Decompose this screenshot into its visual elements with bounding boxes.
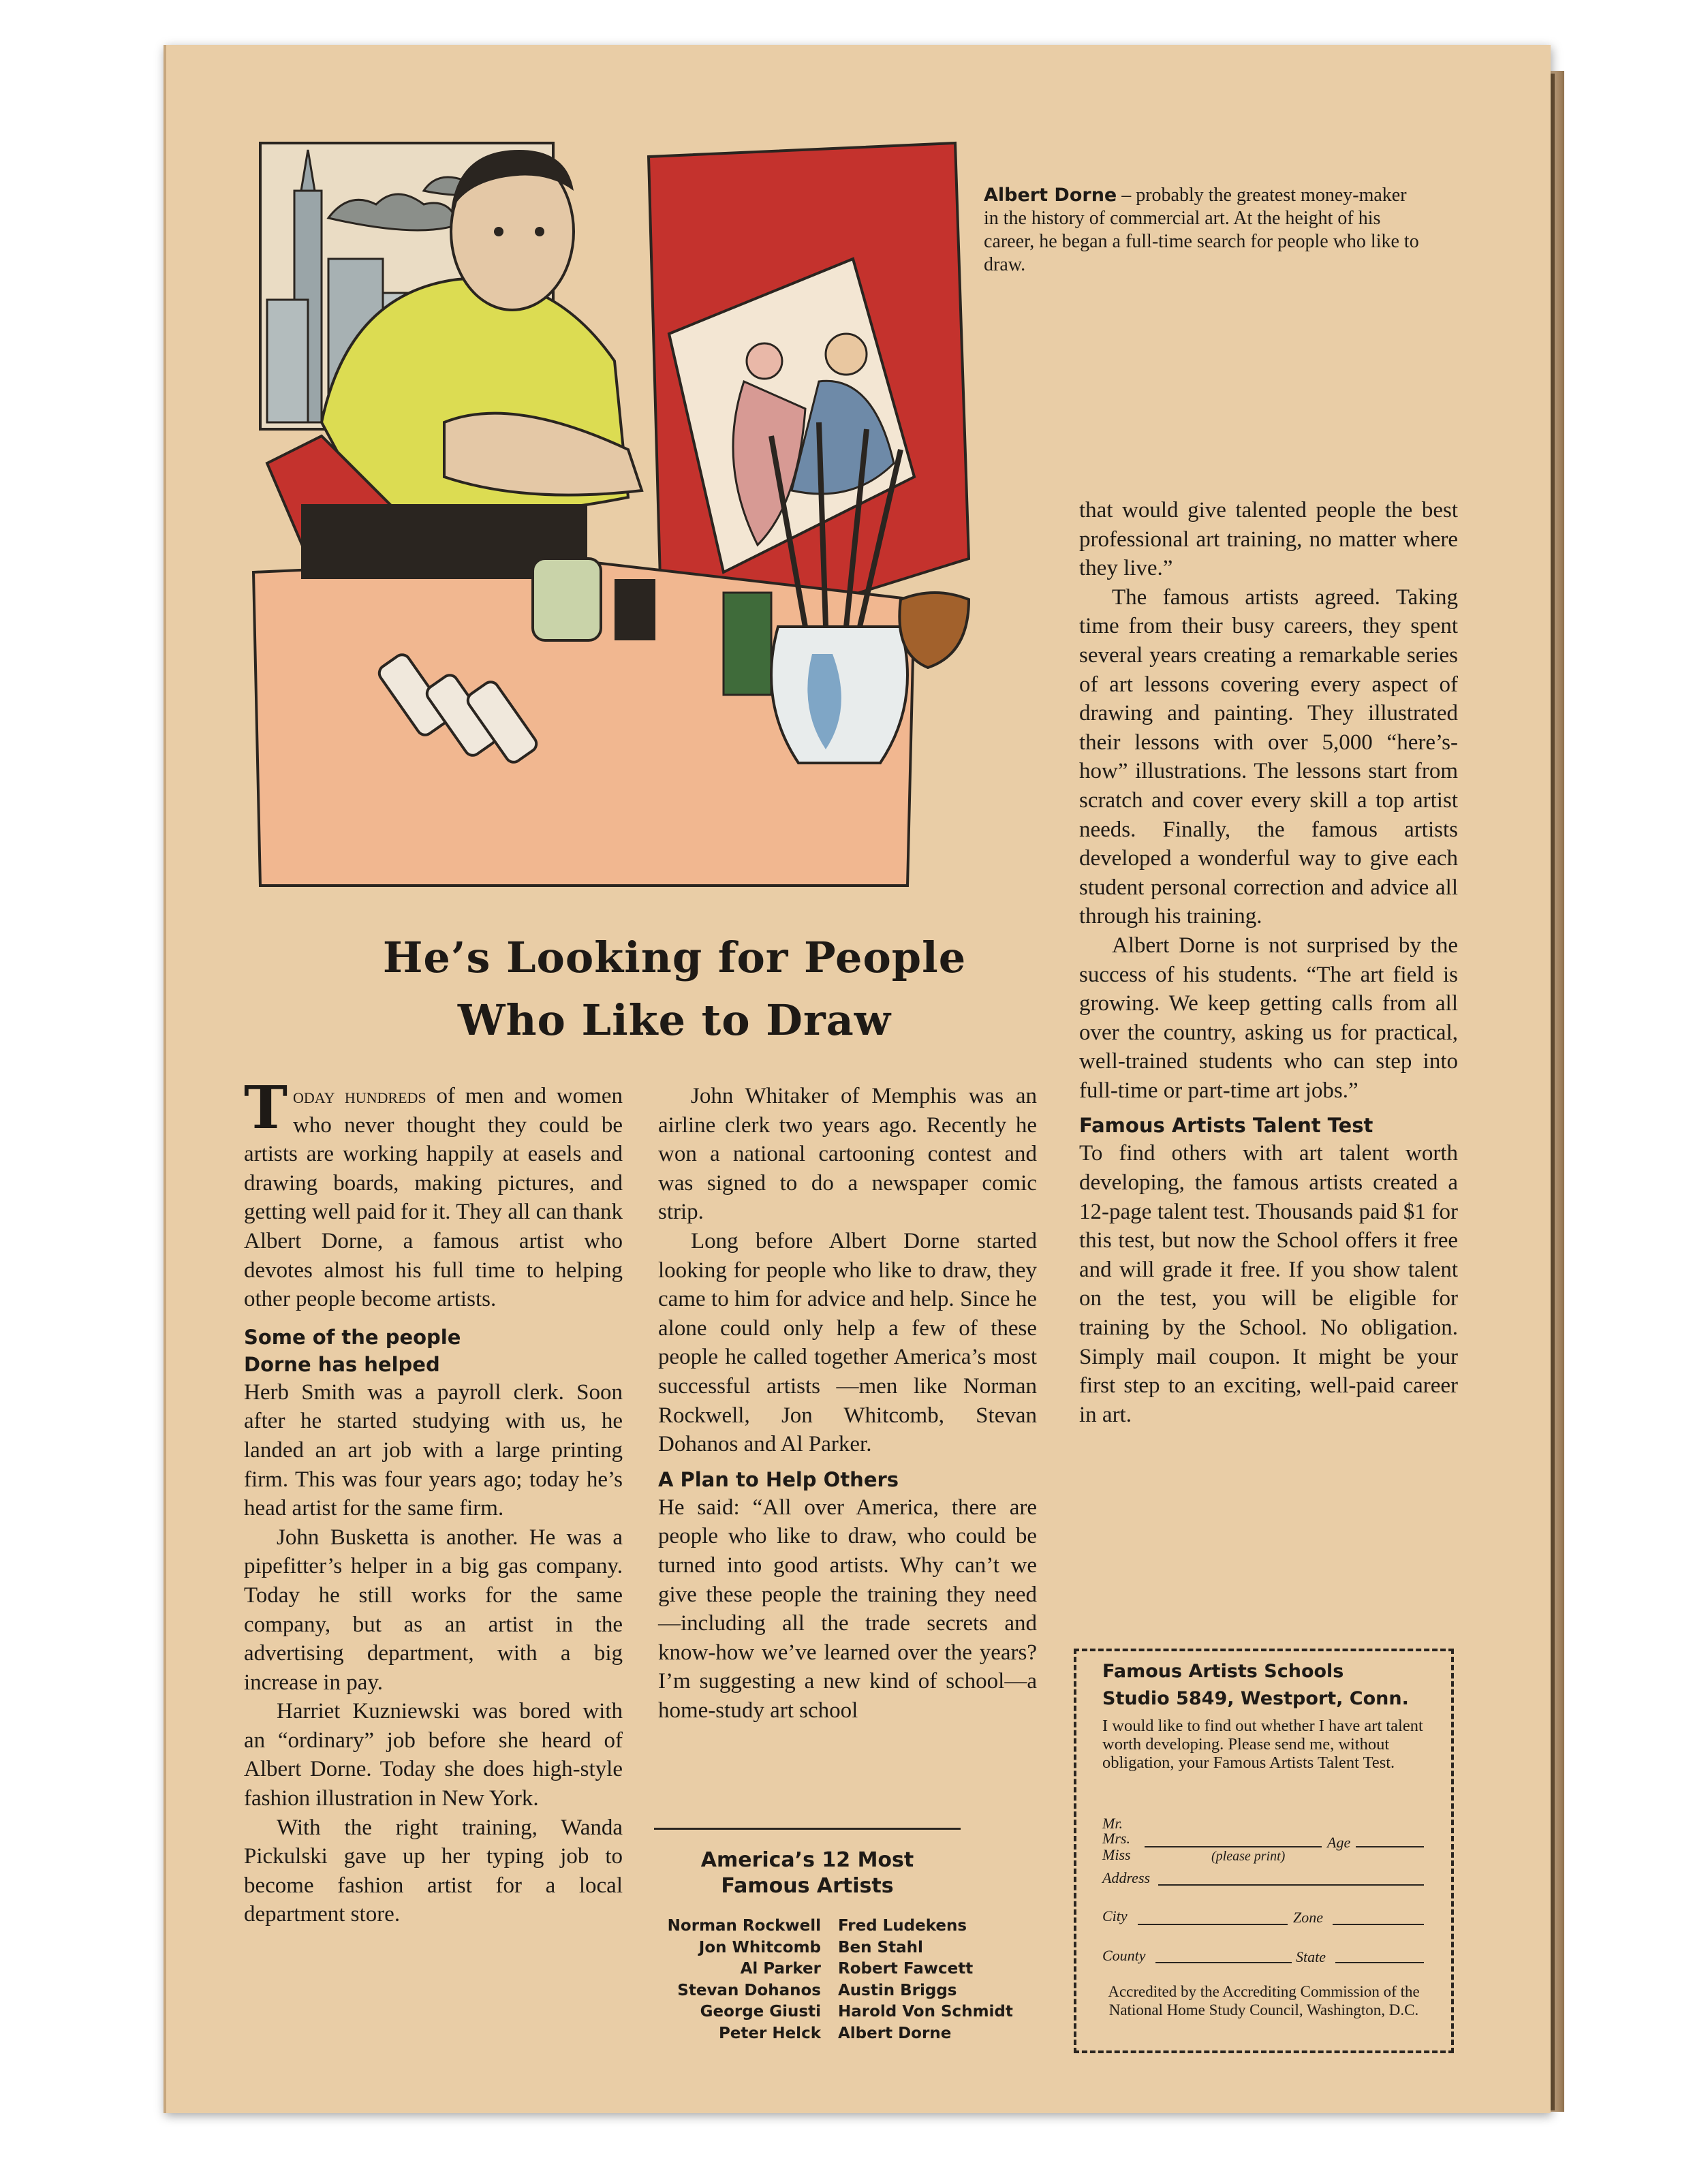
column-3 — [1079, 496, 1458, 1429]
coupon-header — [1102, 1658, 1409, 1713]
ad-headline — [225, 926, 1124, 1052]
artist-name: Austin Briggs — [838, 1981, 957, 1999]
caption-text: – probably the greatest money-maker in the history of commercial art. At the height of his career, he began a full-time search for people who like to draw. — [984, 185, 1419, 275]
city-input-line[interactable] — [1138, 1924, 1288, 1925]
artist-name: Albert Dorne — [838, 2024, 952, 2042]
artist-name: Peter Helck — [718, 2024, 821, 2042]
col1-paragraph-4: Harriet Kuzniewski was bored with an “ordinary” job before she heard of Albert Dorne. Today she does high-style fashion illustration in New York. — [244, 1699, 623, 1811]
field-label-miss: Miss — [1102, 1846, 1131, 1863]
coupon-request-text: I would like to find out whether I have art talent worth developing. Please send me, without obligation, your Famous Artists Talent Test. — [1102, 1717, 1423, 1772]
coupon-school-name: Famous Artists Schools — [1102, 1661, 1344, 1682]
county-input-line[interactable] — [1155, 1962, 1292, 1963]
col1-paragraph-1: of men and women who never thought they could be artists are working happily at easels and drawing boards, making pictures, and getting well paid for it. They all can thank Albert Dorne, a famous artist who devotes almost his full time to helping other people become artists. — [244, 1084, 623, 1312]
famous-artists-title — [654, 1847, 961, 1899]
col2-paragraph-2: Long before Albert Dorne started looking for people who like to draw, they came to him for advice and help. Since he alone could only help a few of these people he called together America’s most successful artists —men like Norman Rockwell, Jon Whitcomb, Stevan Dohanos and Al Parker. — [658, 1228, 1037, 1457]
lead-in: oday hundreds — [293, 1084, 426, 1108]
field-label-age: Age — [1327, 1834, 1351, 1851]
artist-eye — [535, 227, 544, 236]
drawn-figure-head — [747, 343, 782, 379]
column-2 — [658, 1082, 1037, 1725]
subhead-talent-test: Famous Artists Talent Test — [1079, 1114, 1373, 1138]
mail-coupon — [1074, 1649, 1454, 2053]
illustration-caption — [984, 184, 1420, 277]
ink-bottle — [615, 579, 655, 640]
headline-line-2: Who Like to Draw — [457, 995, 892, 1045]
column-1 — [244, 1074, 623, 1929]
subhead-people-helped-1: Some of the people — [244, 1325, 461, 1349]
subhead-people-helped-2: Dorne has helped — [244, 1352, 440, 1376]
drawn-cowboy-head — [826, 334, 867, 375]
artist-name: Robert Fawcett — [838, 1960, 974, 1978]
field-label-mr: Mr. — [1102, 1815, 1123, 1832]
building — [267, 300, 308, 422]
col1-paragraph-5: With the right training, Wanda Pickulski gave up her typing job to become fashion artist for a local department store. — [244, 1815, 623, 1927]
field-label-state: State — [1296, 1948, 1326, 1965]
field-label-address: Address — [1102, 1869, 1151, 1886]
artists-list-left — [647, 1916, 821, 2044]
artist-name: Al Parker — [740, 1960, 821, 1978]
col3-paragraph-3: Albert Dorne is not surprised by the success of his students. “The art field is growing. We keep getting calls from all over the country, asking us for practical, well-trained students who can step into full-time or part-time art jobs.” — [1079, 933, 1458, 1103]
green-bottle — [724, 593, 771, 695]
field-label-zone: Zone — [1293, 1909, 1323, 1926]
artist-name: Norman Rockwell — [667, 1917, 821, 1935]
col1-paragraph-3: John Busketta is another. He was a pipefitter’s helper in a big gas company. Today he still works for the same company, but as an artist in the advertising department, with a big increase in pay. — [244, 1525, 623, 1695]
page-edge-shadow — [1551, 74, 1555, 2110]
famous-artists-title-1: America’s 12 Most — [700, 1848, 914, 1872]
caption-name: Albert Dorne — [984, 185, 1117, 206]
famous-artists-title-2: Famous Artists — [721, 1874, 894, 1898]
col2-paragraph-3: He said: “All over America, there are people who like to draw, who could be turned into good artists. Why can’t we give these people the training they need—including all the trade secrets and know-how we’ve learned over the years? I’m suggesting a new kind of school—a home-study art school — [658, 1495, 1037, 1723]
artist-name: Stevan Dohanos — [677, 1981, 821, 1999]
state-input-line[interactable] — [1335, 1962, 1424, 1963]
accreditation-note: Accredited by the Accrediting Commission of the National Home Study Council, Washington, D.C. — [1108, 1983, 1420, 2018]
subhead-plan: A Plan to Help Others — [658, 1467, 899, 1491]
please-print-note: (please print) — [1211, 1849, 1286, 1864]
artists-list-right — [838, 1916, 1042, 2044]
col1-paragraph-2: Herb Smith was a payroll clerk. Soon after he started studying with us, he landed an art job with a large printing firm. This was four years ago; today he’s head artist for the same firm. — [244, 1379, 623, 1521]
col3-paragraph-2: The famous artists agreed. Taking time from their busy careers, they spent several years creating a remarkable series of art lessons covering every aspect of drawing and painting. They illustrated their lessons with over 5,000 “here’s-how” illustrations. The lessons start from scratch and cover every skill a top artist needs. Finally, the famous artists developed a wonderful way to give each student personal correction and advice all through his training. — [1079, 584, 1458, 929]
artist-name: Fred Ludekens — [838, 1917, 967, 1935]
field-label-city: City — [1102, 1907, 1128, 1924]
artist-name: George Giusti — [700, 2003, 821, 2021]
artist-name: Harold Von Schmidt — [838, 2003, 1013, 2021]
paint-jar — [533, 559, 601, 640]
col3-paragraph-4: To find others with art talent worth developing, the famous artists created a 12-page talent test. Thousands paid $1 for this test, but now the School offers it free and will grade it free. If you show talent on the test, you will be eligible for training by the School. No obligation. Simply mail coupon. It might be your first step to an exciting, well-paid career in art. — [1079, 1141, 1458, 1427]
artist-name: Jon Whitcomb — [698, 1938, 821, 1956]
field-label-county: County — [1102, 1947, 1146, 1964]
col3-paragraph-1: that would give talented people the best professional art training, no matter where they live.” — [1079, 498, 1458, 581]
age-input-line[interactable] — [1356, 1846, 1424, 1847]
artist-eye — [494, 227, 503, 236]
bowl — [899, 593, 969, 668]
coupon-studio-address: Studio 5849, Westport, Conn. — [1102, 1688, 1409, 1709]
zone-input-line[interactable] — [1333, 1924, 1424, 1925]
field-label-mrs: Mrs. — [1102, 1830, 1130, 1847]
drop-cap: T — [244, 1074, 288, 1142]
headline-line-1: He’s Looking for People — [382, 933, 967, 982]
name-input-line[interactable] — [1145, 1846, 1322, 1847]
artist-name: Ben Stahl — [838, 1938, 923, 1956]
divider-rule — [654, 1828, 961, 1830]
col2-paragraph-1: John Whitaker of Memphis was an airline clerk two years ago. Recently he won a national cartooning contest and was signed to do a newspaper comic strip. — [658, 1084, 1037, 1225]
address-input-line[interactable] — [1158, 1884, 1424, 1886]
albert-dorne-illustration — [247, 136, 1010, 892]
